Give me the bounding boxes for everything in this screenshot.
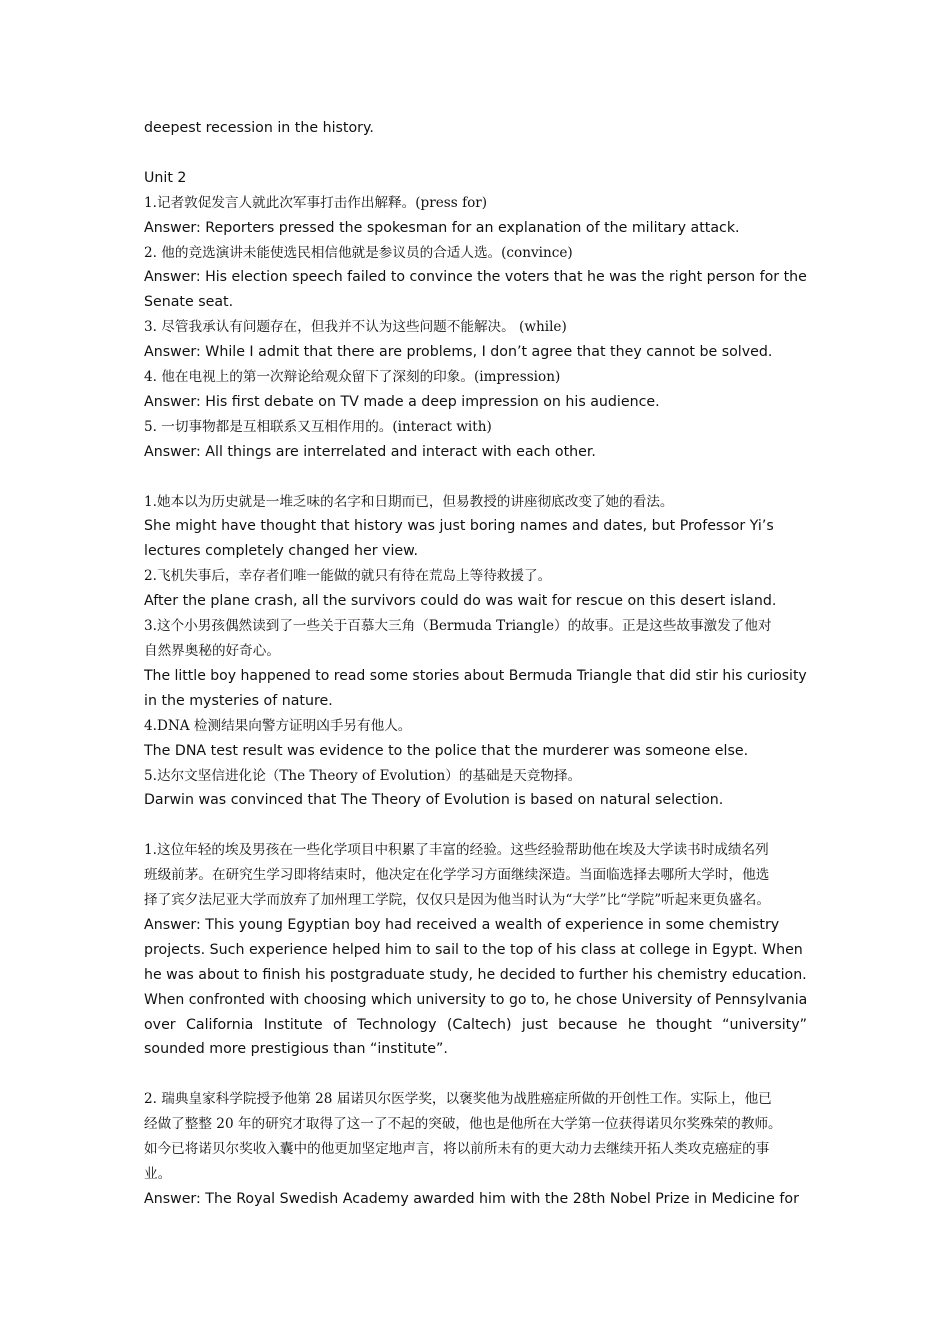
document-body [144,116,807,1212]
unit-heading: Unit 2 [144,169,187,186]
question-cn: 1.这位年轻的埃及男孩在一些化学项目中积累了丰富的经验。这些经验帮助他在埃及大学读书时成绩名列 [144,842,769,859]
question-cn: 班级前茅。在研究生学习即将结束时，他决定在化学学习方面继续深造。当面临选择去哪所大学时，他选 [144,867,770,884]
question-cn: 择了宾夕法尼亚大学而放弃了加州理工学院，仅仅只是因为他当时认为“大学”比“学院”听起来更负盛名。 [144,892,770,909]
question-cn: 4. 他在电视上的第一次辩论给观众留下了深刻的印象。(impression) [144,369,561,386]
answer-line: When confronted with choosing which university to go to, he chose University of Pennsylvania [144,991,808,1008]
answer-line: Answer: This young Egyptian boy had received a wealth of experience in some chemistry [144,916,780,933]
answer-line: in the mysteries of nature. [144,692,333,709]
question-cn: 4.DNA 检测结果向警方证明凶手另有他人。 [144,717,412,734]
answer-line: Darwin was convinced that The Theory of Evolution is based on natural selection. [144,792,724,809]
question-cn: 经做了整整 20 年的研究才取得了这一了不起的突破，他也是他所在大学第一位获得诺贝尔奖殊荣的教师。 [144,1116,782,1133]
answer-line: sounded more prestigious than “institute”. [144,1041,448,1058]
answer-line: lectures completely changed her view. [144,543,418,560]
answer-line: Answer: All things are interrelated and interact with each other. [144,443,596,460]
blank-line [144,813,807,838]
answer-line: After the plane crash, all the survivors could do was wait for rescue on this desert island. [144,593,777,610]
question-cn: 自然界奥秘的好奇心。 [144,643,280,659]
question-cn: 3. 尽管我承认有问题存在，但我并不认为这些问题不能解决。 (while) [144,319,567,336]
answer-line: The DNA test result was evidence to the police that the murderer was someone else. [144,742,749,759]
blank-line [144,141,807,166]
answer-line: projects. Such experience helped him to sail to the top of his class at college in Egypt. When [144,941,803,958]
question-cn: 2.飞机失事后，幸存者们唯一能做的就只有待在荒岛上等待救援了。 [144,568,552,585]
answer-line: Answer: The Royal Swedish Academy awarded him with the 28th Nobel Prize in Medicine for [144,1190,799,1207]
answer-line: The little boy happened to read some stories about Bermuda Triangle that did stir his curiosity [144,667,807,684]
answer-line: She might have thought that history was just boring names and dates, but Professor Yi’s [144,518,774,535]
answer-line: he was about to finish his postgraduate study, he decided to further his chemistry education. [144,966,807,983]
answer-line: Answer: Reporters pressed the spokesman for an explanation of the military attack. [144,219,740,236]
question-cn: 5.达尔文坚信进化论（The Theory of Evolution）的基础是天竞物择。 [144,767,582,784]
text-line: deepest recession in the history. [144,120,374,136]
question-cn: 2. 他的竞选演讲未能使选民相信他就是参议员的合适人选。(convince) [144,244,573,261]
answer-line: Answer: His election speech failed to convince the voters that he was the right person for the [144,269,807,286]
blank-line [144,465,807,490]
answer-line: Answer: His first debate on TV made a deep impression on his audience. [144,393,660,410]
question-cn: 2. 瑞典皇家科学院授予他第 28 届诺贝尔医学奖，以褒奖他为战胜癌症所做的开创性工作。实际上，他已 [144,1091,772,1108]
question-cn: 如今已将诺贝尔奖收入囊中的他更加坚定地声言，将以前所未有的更大动力去继续开拓人类攻克癌症的事 [144,1141,770,1158]
question-cn: 5. 一切事物都是互相联系又互相作用的。(interact with) [144,418,492,435]
question-cn: 1.她本以为历史就是一堆乏味的名字和日期而已，但易教授的讲座彻底改变了她的看法。 [144,493,674,510]
answer-line: over California Institute of Technology (Caltech) just because he thought “university” [144,1016,807,1033]
answer-line: Answer: While I admit that there are problems, I don’t agree that they cannot be solved. [144,344,773,361]
question-cn: 3.这个小男孩偶然读到了一些关于百慕大三角（Bermuda Triangle）的故事。正是这些故事激发了他对 [144,618,772,635]
blank-line [144,1062,807,1087]
answer-line: Senate seat. [144,294,234,311]
question-cn: 1.记者敦促发言人就此次军事打击作出解释。(press for) [144,194,488,211]
question-cn: 业。 [144,1166,172,1182]
